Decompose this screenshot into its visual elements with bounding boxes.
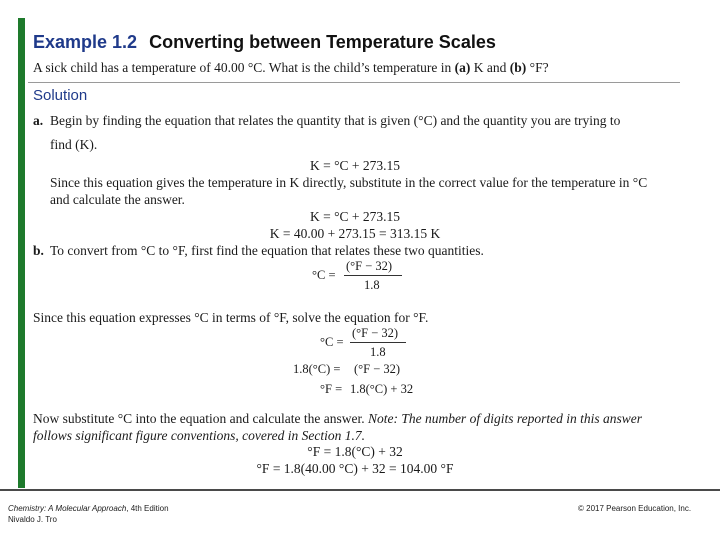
significant-figures-note-2: follows significant figure conventions, covered in Section 1.7. [33, 428, 365, 443]
significant-figures-note-1: Note: The number of digits reported in this answer [367, 411, 642, 426]
fraction-2-denominator: 1.8 [370, 345, 386, 359]
fraction-2-lhs: °C = [320, 335, 344, 349]
example-number: Example 1.2 [33, 32, 138, 52]
fraction-2-bar [350, 342, 406, 343]
divider [28, 82, 680, 83]
equation-k-1: K = °C + 273.15 [309, 158, 400, 173]
part-b-line-1: To convert from °C to °F, first find the equation that relates these two quantities. [50, 243, 484, 258]
fraction-2-numerator: (°F − 32) [352, 326, 399, 340]
problem-text-3: °F? [526, 60, 549, 75]
fraction-1-denominator: 1.8 [364, 278, 380, 292]
problem-text-2: K and [470, 60, 510, 75]
equation-f-result: °F = 1.8(40.00 °C) + 32 = 104.00 °F [256, 461, 454, 476]
footer-edition: , 4th Edition [126, 504, 169, 513]
fraction-1-bar [344, 275, 402, 276]
footer-book [8, 504, 169, 513]
footer-author: Nivaldo J. Tro [8, 515, 57, 524]
part-b-line-3-text: Now substitute °C into the equation and calculate the answer. [33, 411, 368, 426]
equation-k-2: K = °C + 273.15 [309, 209, 400, 224]
equation-solved-lhs: °F = [320, 382, 343, 396]
part-a-line-4: and calculate the answer. [50, 192, 185, 207]
footer-copyright: © 2017 Pearson Education, Inc. [578, 504, 692, 513]
part-a-line-3: Since this equation gives the temperature in K directly, substitute in the correct value for the temperature in °C [50, 175, 648, 190]
part-a-line-1: Begin by finding the equation that relates the quantity that is given (°C) and the quantity you are trying to [50, 113, 621, 128]
fraction-1-numerator: (°F − 32) [346, 259, 393, 273]
part-b-line-2: Since this equation expresses °C in terms of °F, solve the equation for °F. [33, 310, 429, 325]
page-title [33, 32, 496, 53]
equation-f-1: °F = 1.8(°C) + 32 [307, 444, 403, 459]
part-b-line-3 [33, 411, 642, 427]
footer-rule [0, 489, 720, 491]
accent-bar [18, 18, 25, 488]
example-title: Converting between Temperature Scales [149, 32, 496, 52]
part-a-label: a. [33, 113, 44, 128]
problem-statement [33, 60, 549, 76]
equation-multiplied-rhs: (°F − 32) [354, 362, 401, 376]
footer-book-title: Chemistry: A Molecular Approach [8, 504, 127, 513]
equation-k-result: K = 40.00 + 273.15 = 313.15 K [269, 226, 441, 241]
part-a-line-2: find (K). [50, 137, 98, 152]
equation-multiplied-lhs: 1.8(°C) = [293, 362, 341, 376]
solution-heading: Solution [33, 87, 88, 104]
fraction-1-lhs: °C = [312, 268, 336, 282]
part-b-label: b. [33, 243, 44, 258]
problem-label-a: (a) [454, 60, 471, 75]
equation-solved-rhs: 1.8(°C) + 32 [350, 382, 414, 396]
problem-label-b: (b) [509, 60, 527, 75]
problem-text-1: A sick child has a temperature of 40.00 °C. What is the child’s temperature in [33, 60, 455, 75]
